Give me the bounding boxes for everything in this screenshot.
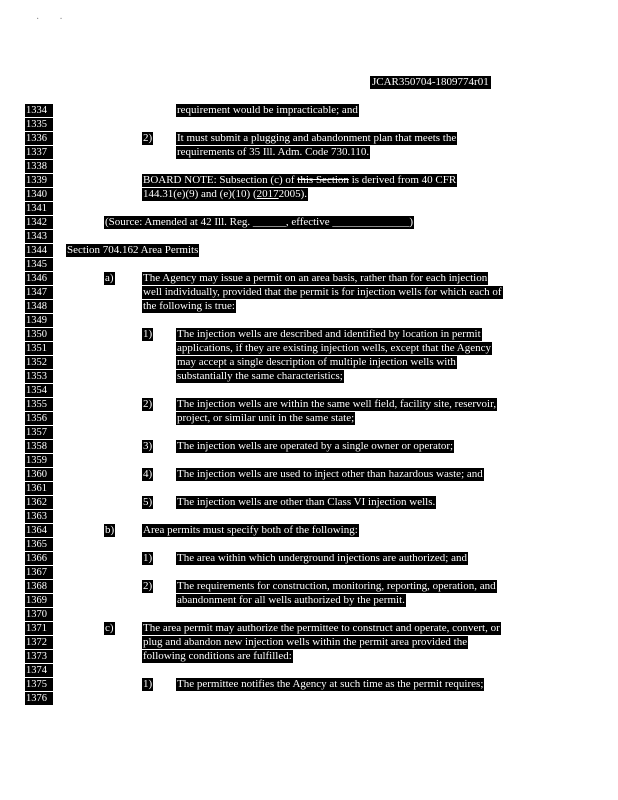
text-line: following conditions are fulfilled: — [143, 650, 292, 662]
text-line: The requirements for construction, monitoring, reporting, operation, and — [177, 580, 496, 592]
line-number: 1338 — [25, 160, 53, 173]
line-number: 1357 — [25, 426, 53, 439]
line-number: 1352 — [25, 356, 53, 369]
text-line: Area permits must specify both of the following: — [143, 524, 358, 536]
text-line: The injection wells are described and identified by location in permit — [177, 328, 481, 340]
line-number: 1369 — [25, 594, 53, 607]
subsection-label: a) — [105, 272, 114, 284]
section-heading: Section 704.162 Area Permits — [67, 244, 199, 256]
line-number: 1347 — [25, 286, 53, 299]
text-line: The injection wells are within the same well field, facility site, reservoir, — [177, 398, 497, 410]
text-line: The area within which underground injections are authorized; and — [177, 552, 467, 564]
line-number: 1350 — [25, 328, 53, 341]
text-line: project, or similar unit in the same state; — [177, 412, 355, 424]
item-number: 5) — [143, 496, 153, 508]
line-number: 1346 — [25, 272, 53, 285]
line-number: 1376 — [25, 692, 53, 705]
text-line: The injection wells are used to inject other than hazardous waste; and — [177, 468, 483, 480]
line-number: 1334 — [25, 104, 53, 117]
item-number: 2) — [143, 132, 153, 144]
line-number: 1355 — [25, 398, 53, 411]
text-line: may accept a single description of multiple injection wells with — [177, 356, 456, 368]
line-number: 1340 — [25, 188, 53, 201]
line-number: 1367 — [25, 566, 53, 579]
line-number: 1344 — [25, 244, 53, 257]
line-number: 1349 — [25, 314, 53, 327]
line-number: 1366 — [25, 552, 53, 565]
line-number: 1362 — [25, 496, 53, 509]
line-number: 1335 — [25, 118, 53, 131]
text-line: The Agency may issue a permit on an area basis, rather than for each injection — [143, 272, 488, 284]
line-number: 1342 — [25, 216, 53, 229]
line-number: 1370 — [25, 608, 53, 621]
item-number: 1) — [143, 552, 153, 564]
text-line: plug and abandon new injection wells within the permit area provided the — [143, 636, 468, 648]
item-number: 1) — [143, 678, 153, 690]
line-number: 1375 — [25, 678, 53, 691]
line-number: 1361 — [25, 482, 53, 495]
line-number: 1359 — [25, 454, 53, 467]
document-code: JCAR350704-1809774r01 — [372, 76, 489, 88]
line-number: 1348 — [25, 300, 53, 313]
line-number: 1372 — [25, 636, 53, 649]
line-number: 1374 — [25, 664, 53, 677]
text-line: requirements of 35 Ill. Adm. Code 730.110. — [177, 146, 370, 158]
line-number: 1345 — [25, 258, 53, 271]
line-number: 1343 — [25, 230, 53, 243]
line-number: 1358 — [25, 440, 53, 453]
line-number: 1351 — [25, 342, 53, 355]
text-line: It must submit a plugging and abandonment plan that meets the — [177, 132, 457, 144]
text-line: The permittee notifies the Agency at such time as the permit requires; — [177, 678, 484, 690]
source-note: (Source: Amended at 42 Ill. Reg. ______, effective ______________) — [105, 216, 414, 228]
text-line: The area permit may authorize the permittee to construct and operate, convert, or — [143, 622, 500, 634]
line-number: 1336 — [25, 132, 53, 145]
item-number: 3) — [143, 440, 153, 452]
line-number: 1368 — [25, 580, 53, 593]
line-number: 1373 — [25, 650, 53, 663]
item-number: 1) — [143, 328, 153, 340]
line-number: 1354 — [25, 384, 53, 397]
item-number: 4) — [143, 468, 153, 480]
line-number: 1364 — [25, 524, 53, 537]
line-number: 1341 — [25, 202, 53, 215]
line-number: 1353 — [25, 370, 53, 383]
line-number: 1360 — [25, 468, 53, 481]
item-number: 2) — [143, 398, 153, 410]
text-line: the following is true: — [143, 300, 235, 312]
subsection-label: b) — [105, 524, 115, 536]
board-note-line: BOARD NOTE: Subsection (c) of this Section is derived from 40 CFR — [143, 174, 457, 186]
board-note-line: 144.31(e)(9) and (e)(10) (20172005). — [143, 188, 308, 200]
text-line: substantially the same characteristics; — [177, 370, 343, 382]
line-number: 1365 — [25, 538, 53, 551]
text-line: The injection wells are other than Class VI injection wells. — [177, 496, 436, 508]
text-line: requirement would be impracticable; and — [177, 104, 358, 116]
text-line: applications, if they are existing injection wells, except that the Agency — [177, 342, 492, 354]
subsection-label: c) — [105, 622, 114, 634]
line-number: 1356 — [25, 412, 53, 425]
item-number: 2) — [143, 580, 153, 592]
text-line: well individually, provided that the permit is for injection wells for which each of — [143, 286, 502, 298]
text-line: abandonment for all wells authorized by the permit. — [177, 594, 405, 606]
line-number: 1371 — [25, 622, 53, 635]
line-number: 1363 — [25, 510, 53, 523]
line-number: 1339 — [25, 174, 53, 187]
text-line: The injection wells are operated by a single owner or operator; — [177, 440, 454, 452]
line-number: 1337 — [25, 146, 53, 159]
scan-marks: · · — [36, 14, 63, 25]
